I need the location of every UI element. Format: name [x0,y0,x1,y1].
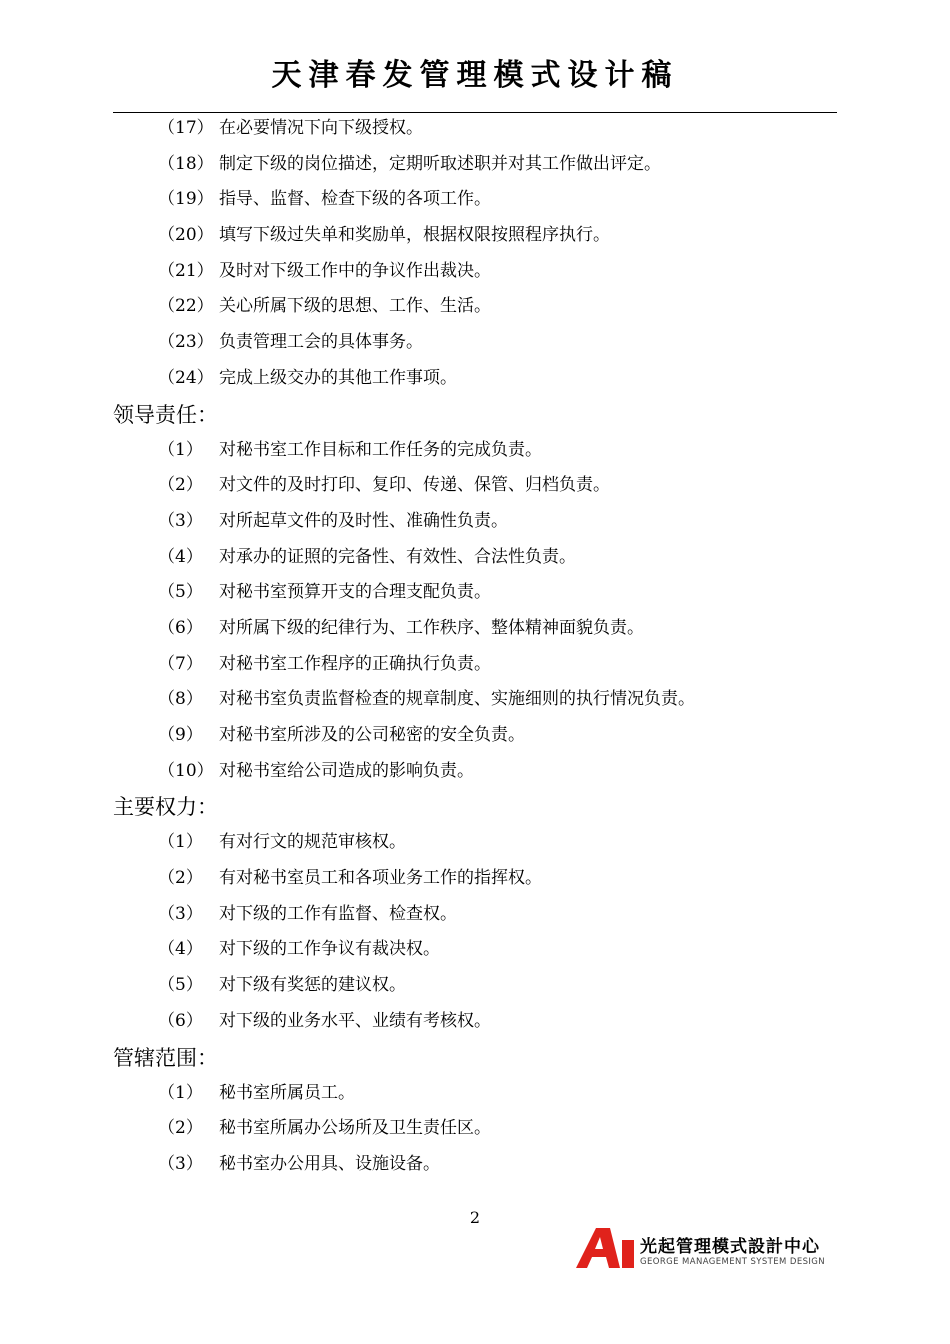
item-number: （10） [158,760,214,781]
item-number: （7） [158,653,203,674]
list-item [113,540,837,576]
list-item [113,575,837,611]
item-number: （22） [158,296,214,317]
list-item [113,289,837,325]
item-text: 有对行文的规范审核权。 [219,832,406,853]
item-number: （2） [158,475,203,496]
document-body [113,111,837,1183]
item-text: 秘书室所属办公场所及卫生责任区。 [219,1118,491,1139]
list-item [113,897,837,933]
item-number: （5） [158,975,203,996]
logo-title: 光起管理模式設計中心 [640,1237,820,1257]
item-text: 对秘书室工作目标和工作任务的完成负责。 [219,439,542,460]
item-text: 对文件的及时打印、复印、传递、保管、归档负责。 [219,475,610,496]
item-number: （4） [158,546,203,567]
item-text: 对下级的工作有监督、检查权。 [219,903,457,924]
item-number: （20） [158,225,214,246]
item-text: 填写下级过失单和奖励单，根据权限按照程序执行。 [219,225,610,246]
list-item [113,754,837,790]
item-number: （4） [158,939,203,960]
list-item [113,1111,837,1147]
item-text: 在必要情况下向下级授权。 [219,118,423,138]
item-number: （5） [158,582,203,603]
item-text: 对秘书室预算开支的合理支配负责。 [219,582,491,603]
item-text: 负责管理工会的具体事务。 [219,332,423,353]
item-text: 对所属下级的纪律行为、工作秩序、整体精神面貌负责。 [219,617,644,638]
list-item [113,718,837,754]
list-item [113,433,837,469]
item-number: （9） [158,725,203,745]
continuation-list [113,111,837,397]
item-number: （1） [158,832,203,853]
list-item [113,182,837,218]
item-text: 对秘书室给公司造成的影响负责。 [219,760,474,781]
item-text: 制定下级的岗位描述，定期听取述职并对其工作做出评定。 [219,153,661,174]
item-text: 对秘书室所涉及的公司秘密的安全负责。 [219,725,525,745]
list-item [113,861,837,897]
list-item [113,254,837,290]
item-number: （3） [158,1153,203,1174]
item-number: （1） [158,439,203,460]
list-item [113,111,837,147]
list-item [113,361,837,397]
item-number: （1） [158,1082,203,1103]
logo-a-icon [576,1228,636,1268]
item-number: （21） [158,260,214,281]
leadership-list [113,433,837,790]
list-item [113,1076,837,1112]
item-number: （17） [158,118,214,138]
item-text: 对下级有奖惩的建议权。 [219,975,406,996]
item-number: （19） [158,189,214,210]
item-number: （3） [158,510,203,531]
list-item [113,1147,837,1183]
item-text: 秘书室办公用具、设施设备。 [219,1153,440,1174]
list-item [113,325,837,361]
item-text: 秘书室所属员工。 [219,1082,355,1103]
item-text: 指导、监督、检查下级的各项工作。 [219,189,491,210]
list-item [113,647,837,683]
footer-logo [576,1228,841,1270]
list-item [113,968,837,1004]
page-title: 天津春发管理模式设计稿 [271,58,679,93]
item-text: 对秘书室工作程序的正确执行负责。 [219,653,491,674]
item-text: 对秘书室负责监督检查的规章制度、实施细则的执行情况负责。 [219,689,695,710]
section-heading-leadership: 领导责任： [113,402,218,427]
item-number: （6） [158,1010,203,1031]
item-text: 对所起草文件的及时性、准确性负责。 [219,510,508,531]
section-heading-powers: 主要权力： [113,795,218,820]
item-number: （3） [158,903,203,924]
item-number: （6） [158,617,203,638]
item-text: 对下级的业务水平、业绩有考核权。 [219,1010,491,1031]
item-text: 对下级的工作争议有裁决权。 [219,939,440,960]
item-text: 有对秘书室员工和各项业务工作的指挥权。 [219,868,542,889]
section-heading-scope: 管辖范围： [113,1045,218,1070]
powers-list [113,825,837,1039]
item-text: 完成上级交办的其他工作事项。 [219,367,457,388]
list-item [113,1004,837,1040]
list-item [113,504,837,540]
list-item [113,825,837,861]
item-text: 关心所属下级的思想、工作、生活。 [219,296,491,317]
logo-subtitle: GEORGE MANAGEMENT SYSTEM DESIGN [640,1257,826,1267]
item-number: （18） [158,153,214,174]
list-item [113,682,837,718]
list-item [113,932,837,968]
item-number: （23） [158,332,214,353]
list-item [113,218,837,254]
page-number: 2 [469,1208,481,1227]
item-text: 对承办的证照的完备性、有效性、合法性负责。 [219,546,576,567]
item-number: （8） [158,689,203,710]
list-item [113,468,837,504]
item-number: （24） [158,367,214,388]
item-number: （2） [158,868,203,889]
list-item [113,611,837,647]
scope-list [113,1076,837,1183]
list-item [113,147,837,183]
item-number: （2） [158,1118,203,1139]
item-text: 及时对下级工作中的争议作出裁决。 [219,260,491,281]
